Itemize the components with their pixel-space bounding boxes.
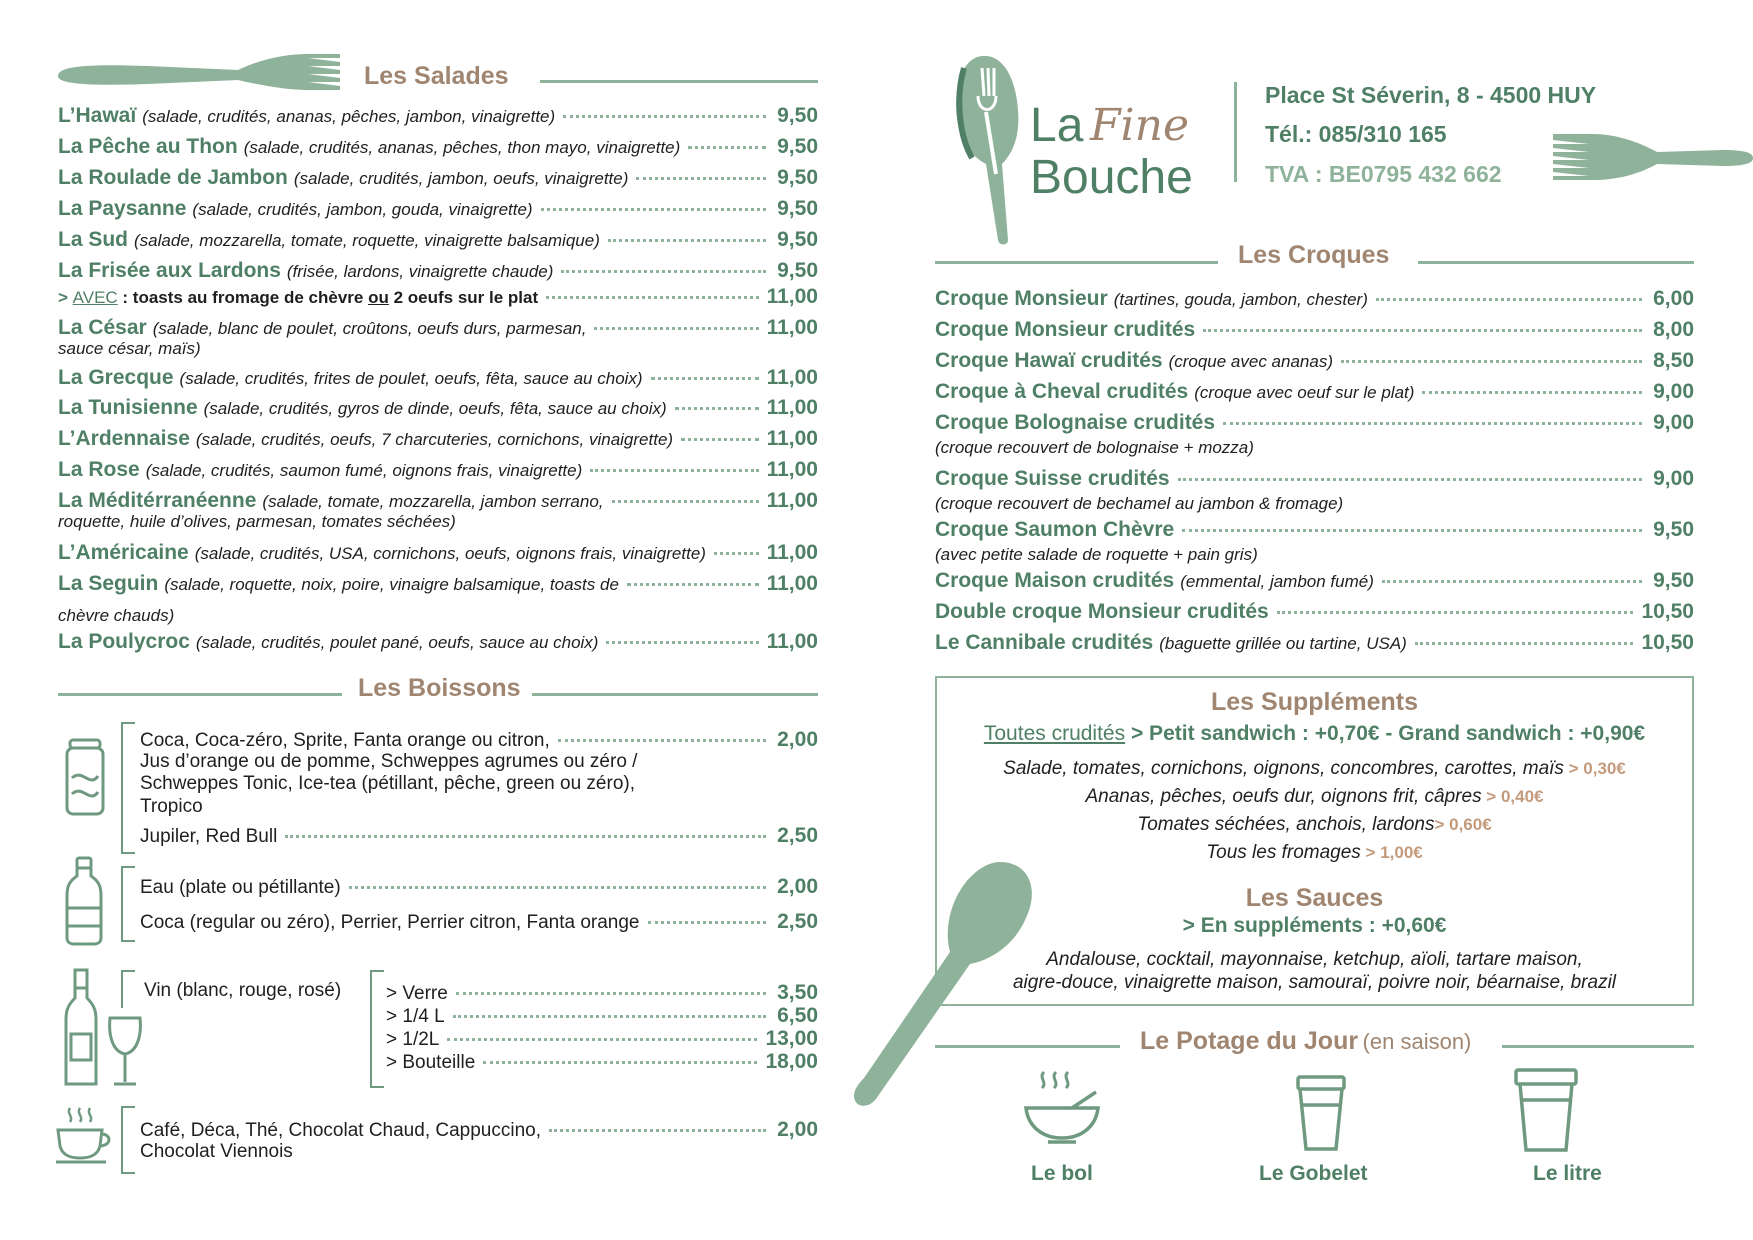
salade-desc: (salade, crudités, USA, cornichons, oeufs, oignons frais, vinaigrette): [194, 544, 706, 563]
croque-name: Double croque Monsieur crudités: [935, 600, 1269, 623]
salade-desc: (salade, mozzarella, tomate, roquette, vinaigrette balsamique): [134, 231, 600, 250]
sauces-line2: aigre-douce, vinaigrette maison, samouraï, poivre noir, béarnaise, brazil: [1012, 972, 1617, 993]
croque-desc: (tartines, gouda, jambon, chester): [1113, 290, 1368, 309]
croque-name: Croque Monsieur crudités: [935, 318, 1196, 341]
sauces-line1: Andalouse, cocktail, mayonnaise, ketchup, aïoli, tartare maison,: [1046, 949, 1583, 970]
croque-name: Le Cannibale crudités: [935, 631, 1154, 654]
croque-price: 9,00: [1653, 380, 1694, 403]
soft-drinks-line3: Schweppes Tonic, Ice-tea (pétillant, pêche, green ou zéro),: [140, 773, 635, 794]
salade-item: [58, 285, 818, 309]
salade-price: 11,00: [766, 427, 818, 450]
croques-rule-right: [1418, 261, 1694, 264]
salade-item: [58, 489, 818, 513]
potage-rule-right: [1502, 1045, 1694, 1048]
liter-cup-icon: [1512, 1068, 1580, 1152]
salade-name: La Pêche au Thon: [58, 135, 238, 158]
salade-item: [58, 572, 818, 596]
salade-desc-cont: sauce césar, maïs): [58, 339, 201, 358]
croque-desc: (croque avec ananas): [1168, 352, 1333, 371]
supplement-line: Ananas, pêches, oeufs dur, oignons frit, câpres > 0,40€: [1085, 786, 1544, 807]
salade-item: [58, 366, 818, 390]
salade-price: 11,00: [766, 396, 818, 419]
salade-price: 9,50: [777, 259, 818, 282]
salade-price: 11,00: [766, 489, 818, 512]
soft-drinks-bracket: [121, 722, 135, 854]
croque-desc: (baguette grillée ou tartine, USA): [1159, 634, 1407, 653]
wine-options-bracket: [370, 970, 384, 1088]
hot-drinks-bracket: [121, 1106, 135, 1174]
croque-name: Croque Saumon Chèvre: [935, 518, 1175, 541]
croque-item: [935, 349, 1694, 373]
salade-desc: (salade, crudités, oeufs, 7 charcuteries, cornichons, vinaigrette): [195, 430, 674, 449]
salade-name: La Sud: [58, 228, 129, 251]
wine-bracket: [121, 970, 135, 1008]
salade-name: La Méditérranéenne: [58, 489, 257, 512]
supplement-price: > 0,40€: [1481, 787, 1544, 806]
croque-name: Croque Monsieur: [935, 287, 1108, 310]
soup-bowl-icon: [1022, 1068, 1102, 1148]
wine-option-price: 13,00: [765, 1027, 818, 1050]
salade-name: L’Ardennaise: [58, 427, 190, 450]
supplements-box: [935, 676, 1694, 1006]
salade-item: [58, 427, 818, 451]
wine-option-price: 6,50: [777, 1004, 818, 1027]
can-icon: [64, 738, 106, 818]
supplements-title: Les Suppléments: [1211, 688, 1418, 716]
header-divider: [1234, 82, 1237, 182]
salade-price: 9,50: [777, 228, 818, 251]
hot-drinks-line2: Chocolat Viennois: [140, 1141, 293, 1162]
salade-item: [58, 135, 818, 159]
croque-name: Croque Suisse crudités: [935, 467, 1170, 490]
croque-price: 6,00: [1653, 287, 1694, 310]
croque-item: [935, 287, 1694, 311]
avec-option: > AVEC : toasts au fromage de chèvre ou 2 oeufs sur le plat: [58, 288, 539, 307]
fork-icon: [58, 50, 340, 100]
salade-name: La Roulade de Jambon: [58, 166, 288, 189]
salade-desc: (salade, crudités, poulet pané, oeufs, sauce au choix): [195, 633, 599, 652]
croque-price: 8,00: [1653, 318, 1694, 341]
salade-desc: (salade, tomate, mozzarella, jambon serrano,: [262, 492, 604, 511]
salade-price: 11,00: [766, 572, 818, 595]
spoon-icon: [850, 860, 1036, 1112]
water-bottle-icon: [64, 856, 104, 946]
croque-item: [935, 631, 1694, 655]
croque-price: 9,00: [1653, 411, 1694, 434]
salade-item: [58, 316, 818, 340]
bottle-drinks-price: 2,50: [777, 910, 818, 933]
salade-price: 9,50: [777, 166, 818, 189]
sauces-subtitle: > En suppléments : +0,60€: [1182, 914, 1447, 937]
salade-name: La Poulycroc: [58, 630, 190, 653]
supplement-line: Salade, tomates, cornichons, oignons, concombres, carottes, maïs > 0,30€: [1003, 758, 1626, 779]
wine-option: > 1/2L 13,00: [386, 1027, 818, 1050]
salade-price: 11,00: [766, 316, 818, 339]
salade-name: L’Hawaï: [58, 104, 137, 127]
salade-desc-cont: chèvre chauds): [58, 606, 175, 625]
croque-price: 9,50: [1653, 518, 1694, 541]
salade-price: 9,50: [777, 135, 818, 158]
beer-price: 2,50: [777, 824, 818, 847]
salade-price: 11,00: [766, 458, 818, 481]
logo-bouche: Bouche: [1030, 151, 1193, 204]
croque-name: Croque Hawaï crudités: [935, 349, 1163, 372]
croque-desc-cont: (croque recouvert de bolognaise + mozza): [935, 438, 1254, 457]
salade-price: 11,00: [766, 541, 818, 564]
crudites-label: Toutes crudités: [983, 722, 1126, 745]
bottle-drinks-row: Coca (regular ou zéro), Perrier, Perrier citron, Fanta orange 2,50: [140, 910, 818, 933]
logo-fine: Fine: [1090, 100, 1189, 151]
boissons-rule-right: [532, 693, 818, 696]
salade-desc: (salade, crudités, ananas, pêches, thon mayo, vinaigrette): [243, 138, 681, 157]
salade-price: 11,00: [766, 285, 818, 308]
soft-drinks-price: 2,00: [777, 728, 818, 751]
salades-title-rule: [540, 80, 818, 83]
salade-item: [58, 630, 818, 654]
salade-desc: (salade, crudités, frites de poulet, oeufs, fêta, sauce au choix): [179, 369, 643, 388]
croque-item: [935, 600, 1694, 624]
croque-name: Croque Bolognaise crudités: [935, 411, 1216, 434]
logo-la: La: [1030, 99, 1084, 152]
salade-name: La Paysanne: [58, 197, 187, 220]
potage-rule-left: [935, 1045, 1120, 1048]
salade-desc: (salade, crudités, jambon, gouda, vinaigrette): [192, 200, 533, 219]
boissons-title: Les Boissons: [358, 674, 521, 702]
salade-desc: (salade, crudités, gyros de dinde, oeufs, fêta, sauce au choix): [203, 399, 667, 418]
potage-title: Le Potage du Jour (en saison): [1140, 1027, 1472, 1055]
croque-price: 10,50: [1641, 631, 1694, 654]
salade-desc-cont: roquette, huile d’olives, parmesan, tomates séchées): [58, 512, 456, 531]
salade-item: [58, 166, 818, 190]
wine-option-price: 3,50: [777, 981, 818, 1004]
water-bracket: [121, 866, 135, 942]
soft-drinks-line4: Tropico: [140, 796, 203, 817]
salade-item: [58, 104, 818, 128]
soft-drinks-line2: Jus d’orange ou de pomme, Schweppes agrumes ou zéro /: [140, 751, 638, 772]
croque-name: Croque à Cheval crudités: [935, 380, 1189, 403]
phone: Tél.: 085/310 165: [1265, 121, 1447, 147]
cup-icon: [1292, 1075, 1350, 1151]
salade-price: 11,00: [766, 366, 818, 389]
sauces-title: Les Sauces: [1245, 884, 1384, 912]
supplements-crudites: Toutes crudités > Petit sandwich : +0,70€ - Grand sandwich : +0,90€: [983, 722, 1646, 745]
soft-drinks-row: Coca, Coca-zéro, Sprite, Fanta orange ou citron, 2,00: [140, 728, 818, 751]
vat-number: TVA : BE0795 432 662: [1265, 161, 1502, 187]
salade-desc: (frisée, lardons, vinaigrette chaude): [286, 262, 554, 281]
croque-price: 8,50: [1653, 349, 1694, 372]
croque-price: 10,50: [1641, 600, 1694, 623]
boissons-rule-left: [58, 693, 342, 696]
croque-item: [935, 411, 1694, 435]
croques-rule-left: [935, 261, 1218, 264]
croque-item: [935, 518, 1694, 542]
water-row: Eau (plate ou pétillante) 2,00: [140, 875, 818, 898]
salade-desc: (salade, crudités, jambon, oeufs, vinaigrette): [293, 169, 629, 188]
wine-label: Vin (blanc, rouge, rosé): [144, 980, 342, 1001]
salade-item: [58, 259, 818, 283]
salade-name: L’Américaine: [58, 541, 189, 564]
wine-option: > Verre 3,50: [386, 981, 818, 1004]
beer-row: Jupiler, Red Bull 2,50: [140, 824, 818, 847]
logo-spoon-fork-icon: [952, 54, 1034, 246]
salade-price: 9,50: [777, 197, 818, 220]
salade-name: La Grecque: [58, 366, 174, 389]
croque-item: [935, 467, 1694, 491]
water-price: 2,00: [777, 875, 818, 898]
coffee-cup-icon: [54, 1106, 114, 1164]
hot-drinks-row: Café, Déca, Thé, Chocolat Chaud, Cappuccino, 2,00: [140, 1118, 818, 1141]
croque-price: 9,50: [1653, 569, 1694, 592]
croque-name: Croque Maison crudités: [935, 569, 1175, 592]
salade-desc: (salade, crudités, ananas, pêches, jambon, vinaigrette): [142, 107, 556, 126]
croque-item: [935, 380, 1694, 404]
supplement-line: Tomates séchées, anchois, lardons> 0,60€: [1137, 814, 1492, 835]
wine-option: > 1/4 L 6,50: [386, 1004, 818, 1027]
salade-item: [58, 541, 818, 565]
croque-desc-cont: (croque recouvert de bechamel au jambon & fromage): [935, 494, 1344, 513]
salades-title: Les Salades: [364, 62, 509, 90]
supplement-price: > 0,60€: [1434, 815, 1492, 834]
salade-item: [58, 228, 818, 252]
potage-gobelet-label: Le Gobelet: [1259, 1162, 1368, 1185]
salade-name: La Frisée aux Lardons: [58, 259, 281, 282]
salade-price: 11,00: [766, 630, 818, 653]
fork-right-icon: [1553, 130, 1753, 184]
croque-desc-cont: (avec petite salade de roquette + pain gris): [935, 545, 1258, 564]
supplement-price: > 0,30€: [1563, 759, 1626, 778]
croques-title: Les Croques: [1238, 241, 1390, 269]
salade-name: La Seguin: [58, 572, 159, 595]
croque-price: 9,00: [1653, 467, 1694, 490]
address: Place St Séverin, 8 - 4500 HUY: [1265, 82, 1597, 108]
supplement-price: > 1,00€: [1360, 843, 1423, 862]
croque-item: [935, 569, 1694, 593]
potage-bol-label: Le bol: [1031, 1162, 1093, 1185]
salade-item: [58, 396, 818, 420]
salade-desc: (salade, roquette, noix, poire, vinaigre balsamique, toasts de: [164, 575, 619, 594]
potage-litre-label: Le litre: [1533, 1162, 1602, 1185]
salade-price: 9,50: [777, 104, 818, 127]
salade-item: [58, 458, 818, 482]
salade-name: La Tunisienne: [58, 396, 198, 419]
salade-item: [58, 197, 818, 221]
supplement-line: Tous les fromages > 1,00€: [1206, 842, 1423, 863]
salade-desc: (salade, blanc de poulet, croûtons, oeufs durs, parmesan,: [152, 319, 587, 338]
croque-item: [935, 318, 1694, 342]
salade-desc: (salade, crudités, saumon fumé, oignons frais, vinaigrette): [145, 461, 583, 480]
salade-name: La Rose: [58, 458, 140, 481]
croque-desc: (emmental, jambon fumé): [1180, 572, 1374, 591]
croque-desc: (croque avec oeuf sur le plat): [1194, 383, 1415, 402]
wine-option-price: 18,00: [765, 1050, 818, 1073]
wine-option: > Bouteille 18,00: [386, 1050, 818, 1073]
salade-name: La César: [58, 316, 147, 339]
hot-drinks-price: 2,00: [777, 1118, 818, 1141]
